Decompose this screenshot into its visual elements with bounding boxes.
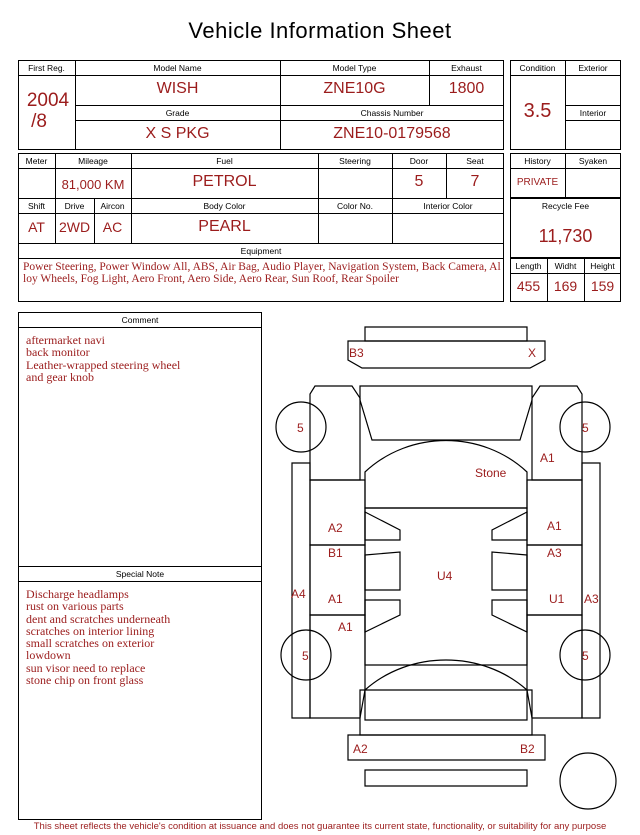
width-label: Widht xyxy=(554,261,577,271)
width-value: 169 xyxy=(553,278,578,294)
drive-label: Drive xyxy=(64,201,85,211)
chassis-label: Chassis Number xyxy=(360,108,424,118)
mark-a1-front: A1 xyxy=(540,451,555,465)
mark-a2: A2 xyxy=(328,521,343,535)
fuel-label: Fuel xyxy=(216,156,233,166)
rear-panel-shape xyxy=(348,735,545,760)
mark-tire-rr: 5 xyxy=(582,649,589,663)
special-note-item: dent and scratches underneath xyxy=(26,611,171,626)
mark-u1: U1 xyxy=(549,592,565,606)
model-name-label: Model Name xyxy=(153,63,202,73)
right-front-door-shape xyxy=(527,480,582,545)
mark-tire-fr: 5 xyxy=(582,421,589,435)
special-note-item: scratches on interior lining xyxy=(26,623,155,638)
length-value: 455 xyxy=(516,278,541,294)
interior-label: Interior xyxy=(579,108,607,118)
left-rear-window-shape xyxy=(365,600,400,632)
comment-item: aftermarket navi xyxy=(26,333,105,347)
interior-color-label: Interior Color xyxy=(423,201,473,211)
seat-value: 7 xyxy=(470,173,480,190)
grade-value: X S PKG xyxy=(145,125,210,142)
history-value: PRIVATE xyxy=(516,177,559,188)
aircon-value: AC xyxy=(102,219,123,235)
mark-x: X xyxy=(528,346,537,360)
right-middle-window-shape xyxy=(492,552,527,590)
mark-b1: B1 xyxy=(328,546,343,560)
body-color-label: Body Color xyxy=(203,201,246,211)
special-note-item: Discharge headlamps xyxy=(26,587,129,601)
mark-a2-rear: A2 xyxy=(353,742,368,756)
mark-a1-left-rear: A1 xyxy=(328,592,343,606)
shift-value: AT xyxy=(28,219,45,235)
shift-label: Shift xyxy=(27,201,45,211)
model-type-label: Model Type xyxy=(332,63,377,73)
drive-value: 2WD xyxy=(58,219,91,235)
first-reg-label: First Reg. xyxy=(28,63,65,73)
mark-a3-pillar: A3 xyxy=(547,546,562,560)
door-label: Door xyxy=(409,156,429,166)
steering-label: Steering xyxy=(339,156,371,166)
hood-shape xyxy=(360,386,532,440)
body-color-value: PEARL xyxy=(198,218,251,235)
seat-label: Seat xyxy=(466,156,484,166)
special-note-item: lowdown xyxy=(26,648,71,663)
chassis-value: ZNE10-0179568 xyxy=(333,125,451,142)
exhaust-value: 1800 xyxy=(448,80,485,97)
height-value: 159 xyxy=(590,278,615,294)
exterior-label: Exterior xyxy=(578,63,608,73)
color-no-label: Color No. xyxy=(337,201,373,211)
front-panel-shape xyxy=(348,341,545,368)
recycle-fee-value: 11,730 xyxy=(538,226,593,246)
syaken-label: Syaken xyxy=(578,156,608,166)
special-note-label: Special Note xyxy=(115,569,165,579)
mark-u4: U4 xyxy=(437,569,453,583)
right-rear-window-shape xyxy=(492,600,527,632)
disclaimer-footer: This sheet reflects the vehicle's condition at issuance and does not guarantee its current state, functionality, or suitability for any purpose xyxy=(33,821,607,832)
left-front-fender-shape xyxy=(310,386,360,480)
mileage-label: Mileage xyxy=(78,156,108,166)
first-reg-month: /8 xyxy=(31,111,47,132)
mark-a3-side: A3 xyxy=(584,592,599,606)
mark-b3: B3 xyxy=(349,346,364,360)
special-note-item: stone chip on front glass xyxy=(26,673,144,688)
comment-item: and gear knob xyxy=(26,369,94,384)
mark-tire-fl: 5 xyxy=(297,421,304,435)
exhaust-label: Exhaust xyxy=(451,63,482,73)
special-note-item: small scratches on exterior xyxy=(26,636,155,651)
mileage-value: 81,000 KM xyxy=(61,177,125,192)
height-label: Height xyxy=(590,261,615,271)
comment-item: back monitor xyxy=(26,345,90,360)
length-label: Length xyxy=(515,261,542,271)
left-front-window-shape xyxy=(365,512,400,540)
right-front-window-shape xyxy=(492,512,527,540)
tailgate-shape xyxy=(360,690,532,735)
model-name-value: WISH xyxy=(156,80,199,97)
first-reg-year: 2004 xyxy=(26,90,70,111)
right-front-fender-shape xyxy=(532,386,582,480)
equipment-value: Power Steering, Power Window All, ABS, Air Bag, Audio Player, Navigation System, Back Camera, Alloy Wheels, Fog Light, Aero Front, Aero Side, Aero Rear, Sun Roof, Rear Spoiler xyxy=(23,261,501,286)
page-title: Vehicle Information Sheet xyxy=(188,18,452,43)
mark-a4: A4 xyxy=(291,587,306,601)
mark-stone: Stone xyxy=(475,466,507,480)
aircon-label: Aircon xyxy=(100,201,125,211)
mark-b2-rear: B2 xyxy=(520,742,535,756)
door-value: 5 xyxy=(414,173,424,190)
meter-label: Meter xyxy=(25,156,48,166)
fuel-value: PETROL xyxy=(192,173,257,190)
roof-shape xyxy=(365,508,527,665)
recycle-fee-label: Recycle Fee xyxy=(541,201,590,211)
history-label: History xyxy=(524,156,551,166)
right-rear-quarter-shape xyxy=(527,615,582,718)
model-type-value: ZNE10G xyxy=(323,80,386,97)
front-bumper-shape xyxy=(365,327,527,341)
condition-label: Condition xyxy=(519,63,556,73)
comment-label: Comment xyxy=(121,315,159,325)
spare-tire xyxy=(560,753,616,809)
left-front-door-shape xyxy=(310,480,365,545)
special-note-item: sun visor need to replace xyxy=(26,660,146,675)
rear-bumper-shape xyxy=(365,770,527,786)
left-middle-window-shape xyxy=(365,552,400,590)
condition-value: 3.5 xyxy=(523,100,552,122)
mark-tire-rl: 5 xyxy=(302,649,309,663)
special-note-item: rust on various parts xyxy=(26,599,124,614)
mark-a1-right-door: A1 xyxy=(547,519,562,533)
comment-item: Leather-wrapped steering wheel xyxy=(26,357,181,372)
grade-label: Grade xyxy=(165,108,190,118)
mark-a1-rear: A1 xyxy=(338,620,353,634)
equipment-label: Equipment xyxy=(240,246,282,256)
